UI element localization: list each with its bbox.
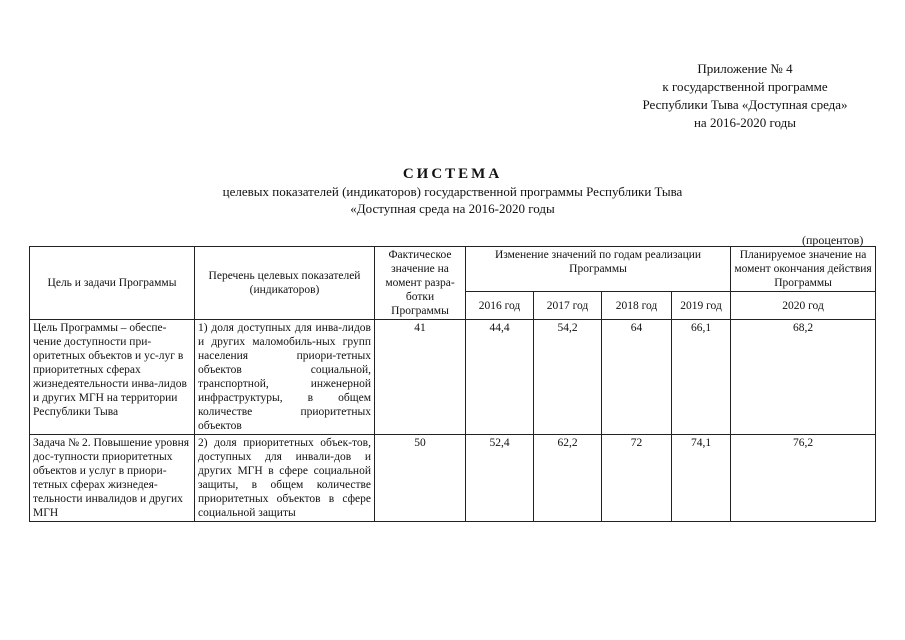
appendix-line: Республики Тыва «Доступная среда» bbox=[642, 97, 848, 112]
table-header-row bbox=[30, 247, 876, 292]
subtitle-line: «Доступная среда на 2016-2020 годы bbox=[350, 201, 555, 216]
cell-indicator: 1) доля доступных для инва-лидов и других маломобиль-ных групп населения приори-тетных объектов социальной, транспортной, инженерной инфраструктуры, в общем количестве приоритетных объектов bbox=[195, 320, 375, 435]
header-year: 2016 год bbox=[466, 292, 534, 320]
appendix-block bbox=[600, 60, 890, 132]
header-year: 2018 год bbox=[602, 292, 672, 320]
header-year: 2020 год bbox=[731, 292, 876, 320]
cell-value: 66,1 bbox=[672, 320, 731, 435]
cell-indicator: 2) доля приоритетных объек-тов, доступных для инвали-дов и других МГН в сфере социальной защиты, в общем количестве приоритетных объектов в сфере социальной защиты bbox=[195, 435, 375, 522]
cell-value: 52,4 bbox=[466, 435, 534, 522]
unit-label: (процентов) bbox=[802, 233, 864, 247]
document-title: СИСТЕМА bbox=[402, 166, 503, 182]
document-subtitle bbox=[0, 183, 905, 217]
header-planned: Планируемое значение на момент окончания действия Программы bbox=[731, 247, 876, 292]
header-indicators: Перечень целевых показателей (индикаторов) bbox=[195, 247, 375, 320]
appendix-line: к государственной программе bbox=[662, 79, 828, 94]
cell-goal: Задача № 2. Повышение уровня дос-тупности приоритетных объектов и услуг в приори-тетных сферах жизнедея-тельности инвалидов и других МГН bbox=[30, 435, 195, 522]
header-year: 2017 год bbox=[534, 292, 602, 320]
cell-value: 44,4 bbox=[466, 320, 534, 435]
appendix-line: Приложение № 4 bbox=[697, 61, 793, 76]
cell-value: 76,2 bbox=[731, 435, 876, 522]
appendix-line: на 2016-2020 годы bbox=[693, 115, 797, 130]
cell-value: 64 bbox=[602, 320, 672, 435]
cell-value: 74,1 bbox=[672, 435, 731, 522]
cell-goal: Цель Программы – обеспе-чение доступности при-оритетных объектов и ус-луг в приоритетных сферах жизнедеятельности инва-лидов и других МГН на территории Республики Тыва bbox=[30, 320, 195, 435]
indicators-table bbox=[29, 246, 876, 522]
cell-value: 72 bbox=[602, 435, 672, 522]
header-actual: Фактическое значение на момент разра-ботки Программы bbox=[375, 247, 466, 320]
header-changes: Изменение значений по годам реализации Программы bbox=[466, 247, 731, 292]
header-goal: Цель и задачи Программы bbox=[30, 247, 195, 320]
cell-actual: 41 bbox=[375, 320, 466, 435]
cell-value: 68,2 bbox=[731, 320, 876, 435]
header-year: 2019 год bbox=[672, 292, 731, 320]
cell-actual: 50 bbox=[375, 435, 466, 522]
table-row bbox=[30, 320, 876, 435]
table-row bbox=[30, 435, 876, 522]
cell-value: 54,2 bbox=[534, 320, 602, 435]
cell-value: 62,2 bbox=[534, 435, 602, 522]
subtitle-line: целевых показателей (индикаторов) государственной программы Республики Тыва bbox=[222, 184, 683, 199]
